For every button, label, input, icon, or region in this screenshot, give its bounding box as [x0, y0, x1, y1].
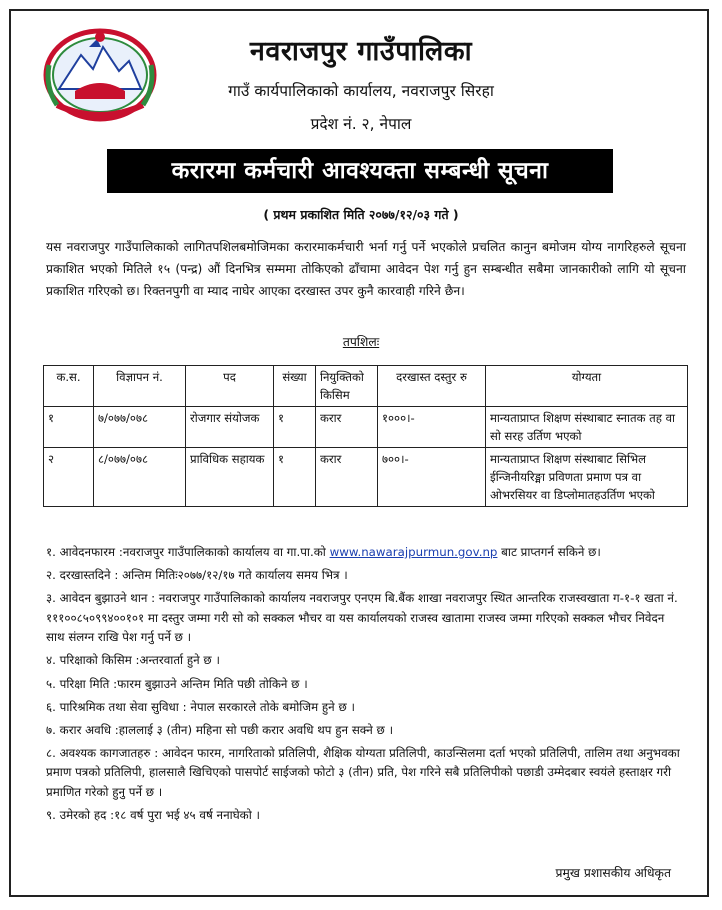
col-post: पद: [186, 366, 274, 407]
vacancy-table: [43, 365, 688, 507]
col-ad-number: विज्ञापन नं.: [94, 366, 186, 407]
cell-qualification: मान्यताप्राप्त शिक्षण संस्थाबाट स्नातक तह वा सो सरह उर्तिण भएको: [486, 407, 688, 448]
note-1-tail: बाट प्राप्तगर्न सकिने छ।: [497, 545, 601, 559]
published-date: ( प्रथम प्रकाशित मिति २०७७/१२/०३ गते ): [263, 207, 459, 222]
note-deadline: २. दरखास्तदिने : अन्तिम मितिः२०७७/१२/१७ गते कार्यालय समय भित्र ।: [46, 568, 348, 583]
notice-title-banner: करारमा कर्मचारी आवश्यक्ता सम्बन्धी सूचना: [107, 149, 613, 193]
cell-count: १: [274, 407, 316, 448]
province-name: प्रदेश नं. २, नेपाल: [310, 115, 412, 133]
note-salary: ६. पारिश्रमिक तथा सेवा सुविधा : नेपाल सरकारले तोके बमोजिम हुने छ ।: [46, 699, 355, 714]
note-application-form: [46, 543, 686, 563]
signature-title: प्रमुख प्रशासकीय अधिकृत: [555, 866, 671, 880]
col-fee: दरखास्त दस्तुर रु: [378, 366, 486, 407]
table-row: [44, 407, 688, 448]
col-count: संख्या: [274, 366, 316, 407]
table-header-row: [44, 366, 688, 407]
col-appointment-type: नियुक्तिको किसिम: [316, 366, 378, 407]
cell-fee: १०००।-: [378, 407, 486, 448]
cell-post: प्राविधिक सहायक: [186, 448, 274, 507]
cell-appointment-type: करार: [316, 448, 378, 507]
municipality-title: नवराजपुर गाउँपालिका: [249, 36, 473, 67]
website-link[interactable]: www.nawarajpurmun.gov.np: [329, 545, 498, 559]
note-documents: ८. अवश्यक कागजातहरु : आवेदन फारम, नागरिताको प्रतिलिपी, शैक्षिक योग्यता प्रतिलिपी, काउन्सिलमा दर्ता भएको प्रतिलिपी, तालिम तथा अनुभवका प्रमाण पत्रको प्रतिलिपी, हालसालै खिचिएको पासपोर्ट साईजको फोटो ३ (तीन) प्रति, पेश गरिने सबै प्रतिलिपीको पछाडी उम्मेदबार स्वयंले हस्ताक्षर गरी प्रमाणित गरेको हुनु पर्ने छ ।: [46, 745, 680, 800]
cell-post: रोजगार संयोजक: [186, 407, 274, 448]
cell-count: १: [274, 448, 316, 507]
nepal-emblem-icon: [41, 25, 159, 125]
cell-serial: २: [44, 448, 94, 507]
note-submission-place: ३. आवेदन बुझाउने थान : नवराजपुर गाउँपालिकाको कार्यालय नवराजपुर एनएम बि.बैंक शाखा नवराजपुर स्थित आन्तरिक राजस्वखाता ग-१-१ खता नं. १११००८५०९९४००१०१ मा दस्तुर जम्मा गरी सो को सक्कल भौचर वा यस कार्यालयको राजस्व खातामा राजस्व जम्मा गरिएको सक्कल भौचर निवेदन साथ संलग्न राखि पेश गर्नु पर्ने छ ।: [46, 591, 678, 645]
cell-appointment-type: करार: [316, 407, 378, 448]
cell-fee: ७००।-: [378, 448, 486, 507]
note-exam-type: ४. परिक्षाको किसिम :अन्तरवार्ता हुने छ ।: [46, 653, 220, 668]
intro-paragraph: यस नवराजपुर गाउँपालिकाको लागितपशिलबमोजिमका करारमाकर्मचारी भर्ना गर्नु पर्ने भएकोले प्रचलित कानुन बमोजम योग्य नागरिहरुले सूचना प्रकाशित भएको मितिले १५ (पन्द्र) औं दिनभित्र सम्ममा तोकिएको ढाँचामा आवेदन पेश गर्नु हुन सम्बन्धीत सबैमा जानकारीको लागि यो सूचना प्रकाशित गरिएको छ। रिक्तनपुगी वा म्याद नाघेर आएका दरखास्त उपर कुनै कारवाही गरिने छैन।: [46, 240, 686, 298]
cell-serial: १: [44, 407, 94, 448]
cell-ad-number: ७/०७७/०७८: [94, 407, 186, 448]
cell-qualification: मान्यताप्राप्त शिक्षण संस्थाबाट सिभिल ईन्जिनीयरिङ्मा प्रविणता प्रमाण पत्र वा ओभरसियर वा डिप्लोमातहउर्तिण भएको: [486, 448, 688, 507]
table-label: तपशिलः: [342, 335, 380, 349]
cell-ad-number: ८/०७७/०७८: [94, 448, 186, 507]
office-name: गाउँ कार्यपालिकाको कार्यालय, नवराजपुर सिरहा: [228, 82, 494, 100]
note-age-limit: ९. उमेरको हद :१८ वर्ष पुरा भई ४५ वर्ष ननाघेको ।: [46, 808, 261, 823]
notice-page: [9, 9, 709, 897]
note-1-text: १. आवेदनफारम :नवराजपुर गाउँपालिकाको कार्यालय वा गा.पा.को: [46, 545, 330, 559]
table-row: [44, 448, 688, 507]
col-serial: क.स.: [44, 366, 94, 407]
note-exam-date: ५. परिक्षा मिति :फारम बुझाउने अन्तिम मिति पछी तोकिने छ ।: [46, 676, 308, 691]
conditions-list: [46, 543, 686, 829]
col-qualification: योग्यता: [486, 366, 688, 407]
note-contract-period: ७. करार अवधि :हाललाई ३ (तीन) महिना सो पछी करार अवधि थप हुन सक्ने छ ।: [46, 722, 394, 737]
